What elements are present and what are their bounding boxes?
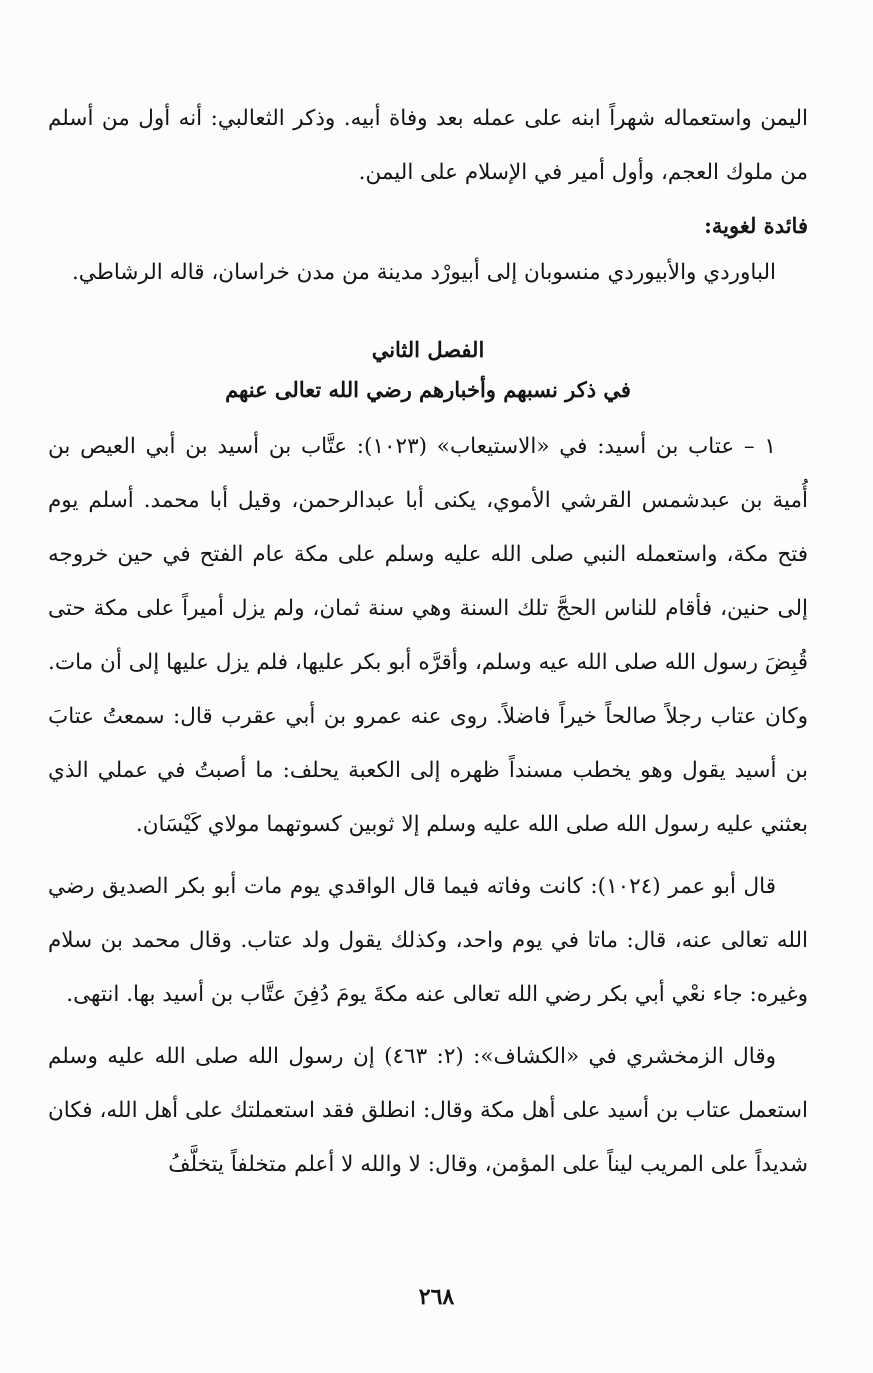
paragraph-gap — [48, 852, 808, 860]
page-body — [48, 92, 808, 1192]
paragraph-abu-umar: قال أبو عمر (١٠٢٤): كانت وفاته فيما قال الواقدي يوم مات أبو بكر الصديق رضي الله تعالى عنه، قال: ماتا في يوم واحد، وكذلك يقول ولد عتاب. وقال محمد بن سلام وغيره: جاء نعْي أبي بكر رضي الله تعالى عنه مكةَ يومَ دُفِنَ عتَّاب بن أسيد بها. انتهى. — [48, 874, 808, 1007]
paragraph-linguistic-note: الباوردي والأبيوردي منسوبان إلى أبيورْد مدينة من مدن خراسان، قاله الرشاطي. — [71, 260, 776, 285]
paragraph-attab-bio: ١ – عتاب بن أسيد: في «الاستيعاب» (١٠٢٣): عتَّاب بن أسيد بن أبي العيص بن أُمية بن عبدشمس القرشي الأموي، يكنى أبا عبدالرحمن، وقيل أبا محمد. أسلم يوم فتح مكة، واستعمله النبي صلى الله عليه وسلم على مكة عام الفتح في حين خروجه إلى حنين، فأقام للناس الحجَّ تلك السنة وهي سنة ثمان، ولم يزل أميراً على مكة حتى قُبِضَ رسول الله صلى الله عيه وسلم، وأقرَّه أبو بكر عليها، فلم يزل عليها إلى أن مات. وكان عتاب رجلاً صالحاً خيراً فاضلاً. روى عنه عمرو بن أبي عقرب قال: سمعتُ عتابَ بن أسيد يقول وهو يخطب مسنداً ظهره إلى الكعبة يحلف: ما أصبتُ في عملي الذي بعثني عليه رسول الله صلى الله عليه وسلم إلا ثوبين كسوتهما مولاي كَيْسَان. — [48, 434, 808, 837]
paragraph-zamakhshari: وقال الزمخشري في «الكشاف»: (٢: ٤٦٣) إن رسول الله صلى الله عليه وسلم استعمل عتاب بن أسيد على أهل مكة وقال: انطلق فقد استعملتك على أهل الله، فكان شديداً على المريب ليناً على المؤمن، وقال: لا والله لا أعلم متخلفاً يتخلَّفُ — [48, 1044, 808, 1177]
paragraph-gap — [48, 1022, 808, 1030]
paragraph-intro: اليمن واستعماله شهراً ابنه على عمله بعد وفاة أبيه. وذكر الثعالبي: أنه أول من أسلم من ملوك العجم، وأول أمير في الإسلام على اليمن. — [48, 106, 808, 185]
section-title: الفصل الثاني — [371, 337, 485, 362]
section-subtitle: في ذكر نسبهم وأخبارهم رضي الله تعالى عنهم — [225, 377, 631, 402]
linguistic-note-heading: فائدة لغوية: — [704, 213, 808, 238]
page-number: ٢٦٨ — [418, 1284, 455, 1310]
